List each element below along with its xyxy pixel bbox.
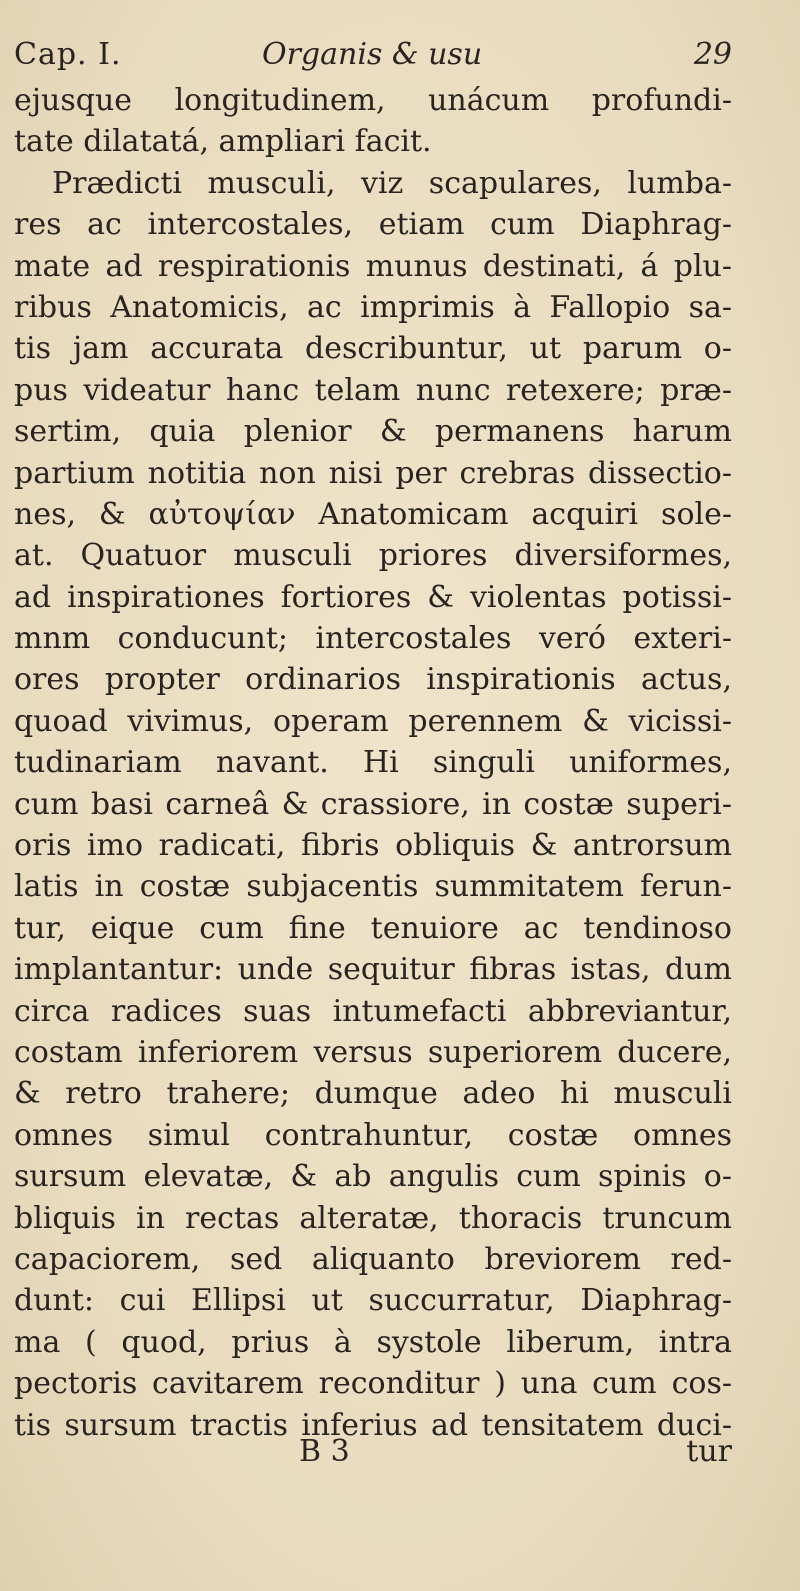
- text-line: omnes simul contrahuntur, costæ omnes: [14, 1117, 732, 1153]
- text-line: oris imo radicati, fibris obliquis & antrorsum: [14, 828, 732, 864]
- page-footer: [14, 1427, 732, 1477]
- text-line: Prædicti musculi, viz scapulares, lumba-: [52, 165, 732, 201]
- text-line: tis sursum tractis inferius ad tensitatem duci-: [14, 1407, 732, 1443]
- text-line: tate dilatatá, ampliari facit.: [14, 124, 432, 160]
- text-line: ad inspirationes fortiores & violentas potissi-: [14, 579, 732, 615]
- text-line: ma ( quod, prius à systole liberum, intra: [14, 1324, 732, 1360]
- text-line: ores propter ordinarios inspirationis actus,: [14, 662, 732, 698]
- page-header: [14, 30, 732, 80]
- body-text: [14, 80, 732, 1446]
- text-line: implantantur: unde sequitur fibras istas, dum: [14, 952, 732, 988]
- text-line: costam inferiorem versus superiorem ducere,: [14, 1034, 732, 1070]
- text-line: mnm conducunt; intercostales veró exteri-: [14, 621, 732, 657]
- chapter-heading: Cap. I.: [14, 37, 122, 72]
- text-line: capaciorem, sed aliquanto breviorem red-: [14, 1241, 732, 1277]
- text-line: pus videatur hanc telam nunc retexere; præ-: [14, 372, 732, 408]
- text-line: dunt: cui Ellipsi ut succurratur, Diaphrag-: [14, 1283, 732, 1319]
- signature-mark: B 3: [299, 1434, 350, 1469]
- text-line: tur, eique cum fine tenuiore ac tendinoso: [14, 910, 732, 946]
- text-line: & retro trahere; dumque adeo hi musculi: [14, 1076, 732, 1112]
- text-line: at. Quatuor musculi priores diversiformes,: [14, 538, 732, 574]
- text-line: pectoris cavitarem reconditur ) una cum cos-: [14, 1366, 732, 1402]
- text-line: nes, & αὐτοψίαν Anatomicam acquiri sole-: [14, 496, 732, 532]
- text-line: quoad vivimus, operam perennem & vicissi-: [14, 703, 732, 739]
- catchword: tur: [686, 1434, 732, 1469]
- text-line: partium notitia non nisi per crebras dissectio-: [14, 455, 732, 491]
- page-number: 29: [693, 37, 732, 72]
- text-line: cum basi carneâ & crassiore, in costæ superi-: [14, 786, 732, 822]
- text-line: bliquis in rectas alteratæ, thoracis truncum: [14, 1200, 732, 1236]
- text-line: sertim, quia plenior & permanens harum: [14, 414, 732, 450]
- text-line: sursum elevatæ, & ab angulis cum spinis o-: [14, 1159, 732, 1195]
- text-line: circa radices suas intumefacti abbreviantur,: [14, 993, 732, 1029]
- text-line: tis jam accurata describuntur, ut parum o-: [14, 331, 732, 367]
- text-line: ejusque longitudinem, unácum profundi-: [14, 83, 732, 118]
- text-line: mate ad respirationis munus destinati, á plu-: [14, 248, 732, 284]
- text-line: ribus Anatomicis, ac imprimis à Fallopio sa-: [14, 289, 732, 325]
- text-line: tudinariam navant. Hi singuli uniformes,: [14, 745, 732, 781]
- text-line: latis in costæ subjacentis summitatem ferun-: [14, 869, 732, 905]
- text-line: res ac intercostales, etiam cum Diaphrag-: [14, 207, 732, 243]
- running-title: Organis & usu: [262, 37, 483, 72]
